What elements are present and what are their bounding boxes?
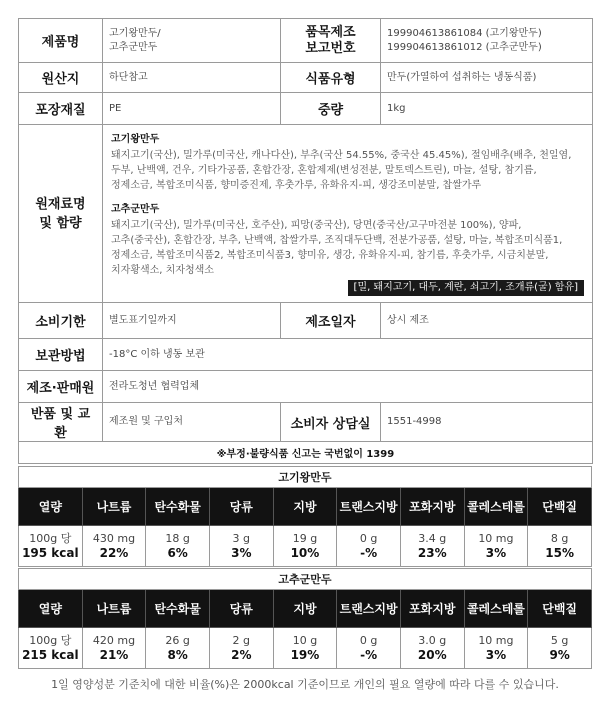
consumer-center-value: 1551-4998: [381, 403, 593, 442]
ingredient-group-title: 고추군만두: [111, 204, 160, 215]
nutrient-cell: 3 g 3%: [209, 526, 273, 567]
ingredients-value: [103, 125, 593, 303]
manufacture-date-value: 상시 제조: [381, 303, 593, 339]
nutrient-cell: 3.0 g 20%: [400, 628, 464, 669]
ingredient-group-text: [111, 148, 584, 193]
nutrition-table-title: 고추군만두: [19, 569, 592, 590]
nutrient-header: 탄수화물: [146, 488, 210, 526]
nutrition-table-gogi: [18, 466, 592, 567]
nutrient-cell: 100g 당 215 kcal: [19, 628, 83, 669]
ingredient-group-text: [111, 218, 584, 278]
maker-label: 제조·판매원: [19, 371, 103, 403]
report-hotline: ※부정·불량식품 신고는 국번없이 1399: [19, 442, 593, 464]
storage-value: -18°C 이하 냉동 보관: [103, 339, 593, 371]
nutrient-cell: 10 mg 3%: [464, 526, 528, 567]
product-name-label: 제품명: [19, 19, 103, 63]
nutrient-cell: 18 g 6%: [146, 526, 210, 567]
ingredients-label-line-1: 원재료명: [35, 196, 86, 212]
ingredient-group-title: 고기왕만두: [111, 134, 160, 145]
nutrient-cell: 430 mg 22%: [82, 526, 146, 567]
ingredient-line: 치자황색소, 치자청색소: [111, 265, 214, 276]
nutrient-cell: 100g 당 195 kcal: [19, 526, 83, 567]
ingredients-label: [19, 125, 103, 303]
packaging-label: 포장재질: [19, 93, 103, 125]
origin-label: 원산지: [19, 63, 103, 93]
nutrient-header: 탄수화물: [146, 590, 210, 628]
nutrient-header: 트랜스지방: [337, 590, 401, 628]
nutrient-header: 포화지방: [400, 590, 464, 628]
report-number-label-line-1: 품목제조: [305, 24, 356, 40]
nutrient-header: 단백질: [528, 488, 592, 526]
expiry-value: 별도표기일까지: [103, 303, 281, 339]
nutrient-header: 지방: [273, 590, 337, 628]
returns-value: 제조원 및 구입처: [103, 403, 281, 442]
nutrient-cell: 5 g 9%: [528, 628, 592, 669]
storage-label: 보관방법: [19, 339, 103, 371]
nutrient-cell: 420 mg 21%: [82, 628, 146, 669]
ingredient-line: 돼지고기(국산), 밀가루(미국산, 캐나다산), 부추(국산 54.55%, 중국산 45.45%), 절임배추(배추, 천일염,: [111, 150, 572, 161]
manufacture-date-label: 제조일자: [281, 303, 381, 339]
ingredient-line: 돼지고기(국산), 밀가루(미국산, 호주산), 피망(중국산), 당면(중국산/고구마전분 100%), 양파,: [111, 220, 522, 231]
packaging-value: PE: [103, 93, 281, 125]
nutrient-header: 나트륨: [82, 590, 146, 628]
ingredient-line: 정제소금, 복합조미식품2, 복합조미식품3, 향미유, 생강, 유화유지-피, 참기름, 후춧가루, 시금치분말,: [111, 250, 549, 261]
nutrient-cell: 10 g 19%: [273, 628, 337, 669]
nutrient-header: 단백질: [528, 590, 592, 628]
report-number-label-line-2: 보고번호: [305, 40, 356, 56]
origin-value: 하단참고: [103, 63, 281, 93]
weight-value: 1kg: [381, 93, 593, 125]
nutrient-cell: 0 g -%: [337, 628, 401, 669]
nutrient-cell: 2 g 2%: [209, 628, 273, 669]
nutrition-footnote: 1일 영양성분 기준치에 대한 비율(%)은 2000kcal 기준이므로 개인의 필요 열량에 따라 다를 수 있습니다.: [51, 678, 559, 691]
nutrient-header: 나트륨: [82, 488, 146, 526]
report-number-line-2: 199904613861012 (고추군만두): [387, 41, 542, 53]
report-number-line-1: 199904613861084 (고기왕만두): [387, 27, 542, 39]
nutrient-header: 당류: [209, 590, 273, 628]
nutrient-header: 콜레스테롤: [464, 590, 528, 628]
product-info-table: [18, 18, 593, 464]
nutrient-cell: 19 g 10%: [273, 526, 337, 567]
nutrition-table-title: 고기왕만두: [19, 467, 592, 488]
ingredient-line: 정제소금, 복합조미식품, 향미증진제, 후춧가루, 유화유지-피, 생강조미분말, 찹쌀가루: [111, 180, 482, 191]
nutrient-cell: 0 g -%: [337, 526, 401, 567]
allergen-badge: [밀, 돼지고기, 대두, 계란, 쇠고기, 조개류(굴) 함유]: [348, 280, 584, 296]
nutrient-cell: 3.4 g 23%: [400, 526, 464, 567]
nutrient-cell: 8 g 15%: [528, 526, 592, 567]
nutrient-header: 열량: [19, 590, 83, 628]
nutrition-table-gochu: [18, 568, 592, 669]
report-number-value: [381, 19, 593, 63]
weight-label: 중량: [281, 93, 381, 125]
food-type-label: 식품유형: [281, 63, 381, 93]
ingredient-line: 고추(중국산), 혼합간장, 부추, 난백액, 찹쌀가루, 조직대두단백, 전분가공품, 설탕, 마늘, 복합조미식품1,: [111, 235, 563, 246]
product-name-value: [103, 19, 281, 63]
nutrient-header: 당류: [209, 488, 273, 526]
ingredient-line: 두부, 난백액, 건우, 기타가공품, 혼합간장, 혼합제제(변성전분, 말토덱스트린), 마늘, 설탕, 참기름,: [111, 165, 537, 176]
nutrient-cell: 10 mg 3%: [464, 628, 528, 669]
report-number-label: [281, 19, 381, 63]
nutrient-header: 열량: [19, 488, 83, 526]
consumer-center-label: 소비자 상담실: [281, 403, 381, 442]
nutrient-cell: 26 g 8%: [146, 628, 210, 669]
expiry-label: 소비기한: [19, 303, 103, 339]
ingredients-label-line-2: 및 함량: [39, 215, 82, 231]
product-name-line-2: 고추군만두: [109, 41, 158, 53]
product-name-line-1: 고기왕만두/: [109, 27, 161, 39]
food-type-value: 만두(가열하여 섭취하는 냉동식품): [381, 63, 593, 93]
nutrient-header: 트랜스지방: [337, 488, 401, 526]
nutrient-header: 포화지방: [400, 488, 464, 526]
nutrient-header: 지방: [273, 488, 337, 526]
maker-value: 전라도청년 협력업체: [103, 371, 593, 403]
returns-label: 반품 및 교환: [19, 403, 103, 442]
nutrient-header: 콜레스테롤: [464, 488, 528, 526]
